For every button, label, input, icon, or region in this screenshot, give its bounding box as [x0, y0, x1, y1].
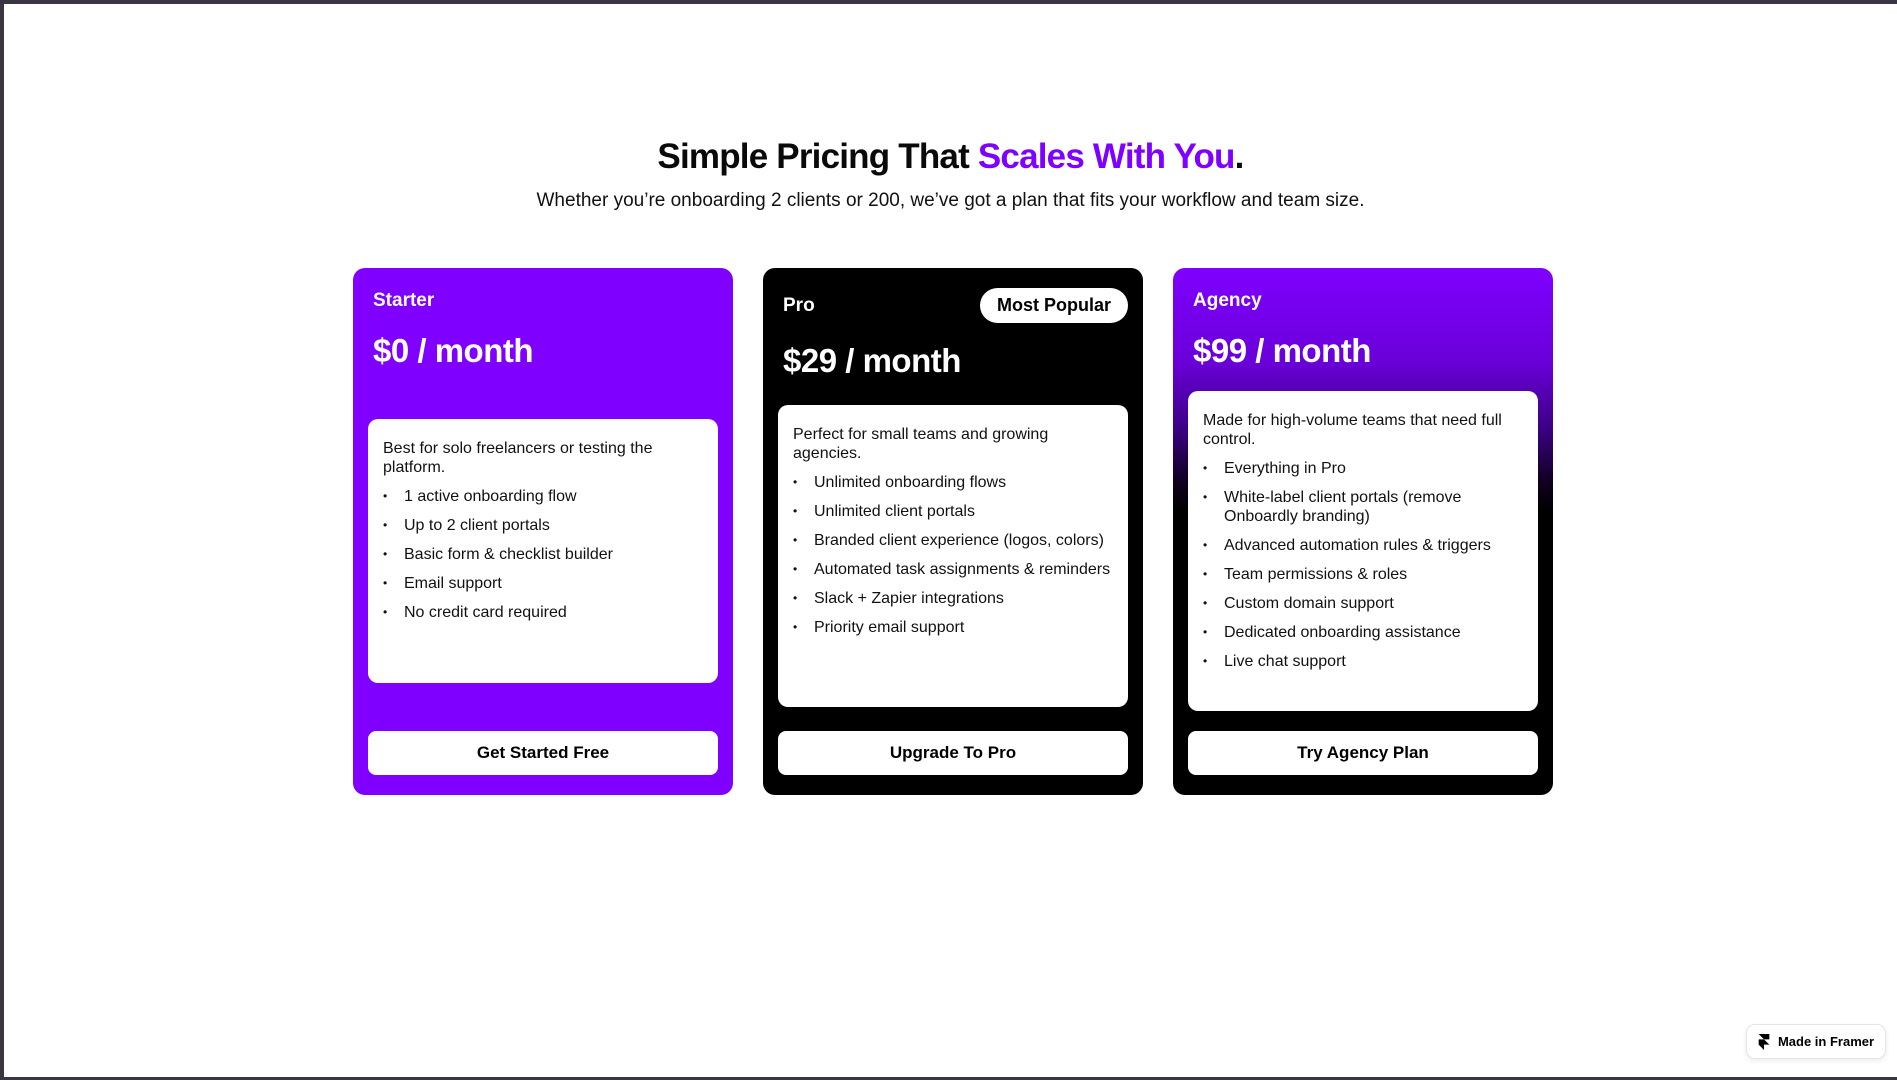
feature-item: • Basic form & checklist builder [383, 545, 703, 564]
plan-name: Agency [1193, 290, 1262, 311]
feature-list [1203, 459, 1523, 671]
feature-item: • Custom domain support [1203, 594, 1523, 613]
feature-item: • Live chat support [1203, 652, 1523, 671]
feature-item: • Email support [383, 574, 703, 593]
feature-item: • Advanced automation rules & triggers [1203, 536, 1523, 555]
plan-description: Best for solo freelancers or testing the platform. [383, 440, 653, 476]
feature-item: • Slack + Zapier integrations [793, 589, 1113, 608]
try-agency-plan-button[interactable]: Try Agency Plan [1188, 731, 1538, 775]
plan-name: Starter [373, 290, 435, 311]
upgrade-to-pro-button[interactable]: Upgrade To Pro [778, 731, 1128, 775]
plan-card-starter [353, 268, 733, 795]
plan-price: $0 / month [373, 332, 534, 369]
feature-item: • Everything in Pro [1203, 459, 1523, 478]
plan-name: Pro [783, 295, 815, 316]
most-popular-badge: Most Popular [980, 288, 1128, 323]
title-end-text: . [1234, 137, 1244, 176]
feature-item: • 1 active onboarding flow [383, 487, 703, 506]
plan-card-pro [763, 268, 1143, 795]
plan-price: $99 / month [1193, 332, 1371, 369]
feature-item: • Unlimited client portals [793, 502, 1113, 521]
framer-logo-icon [1758, 1034, 1770, 1050]
plan-description: Made for high-volume teams that need full control. [1203, 412, 1502, 448]
feature-item: • Unlimited onboarding flows [793, 473, 1113, 492]
pricing-header [4, 134, 1897, 214]
page-subtitle: Whether you’re onboarding 2 clients or 200, we’ve got a plan that fits your workflow and team size. [536, 190, 1365, 211]
feature-item: • Up to 2 client portals [383, 516, 703, 535]
feature-item: • No credit card required [383, 603, 703, 622]
page [4, 4, 1897, 1077]
feature-box [1188, 391, 1538, 711]
feature-item: • Team permissions & roles [1203, 565, 1523, 584]
made-in-framer-label: Made in Framer [1777, 1034, 1875, 1049]
feature-item: • Automated task assignments & reminders [793, 560, 1113, 579]
feature-item: • Branded client experience (logos, colors) [793, 531, 1113, 550]
feature-item: • White-label client portals (remove Onboardly branding) [1203, 488, 1523, 526]
plan-card-agency [1173, 268, 1553, 795]
plan-description: Perfect for small teams and growing agencies. [793, 426, 1049, 462]
get-started-free-button[interactable]: Get Started Free [368, 731, 718, 775]
page-title [4, 134, 1897, 180]
feature-list [383, 487, 703, 622]
feature-item: • Priority email support [793, 618, 1113, 637]
feature-box [778, 405, 1128, 707]
title-accent-text: Scales With You [977, 137, 1235, 176]
title-text: Simple Pricing That [657, 137, 978, 176]
feature-box [368, 419, 718, 683]
feature-item: • Dedicated onboarding assistance [1203, 623, 1523, 642]
plan-price: $29 / month [783, 342, 961, 379]
feature-list [793, 473, 1113, 637]
made-in-framer-badge[interactable] [1746, 1024, 1886, 1059]
